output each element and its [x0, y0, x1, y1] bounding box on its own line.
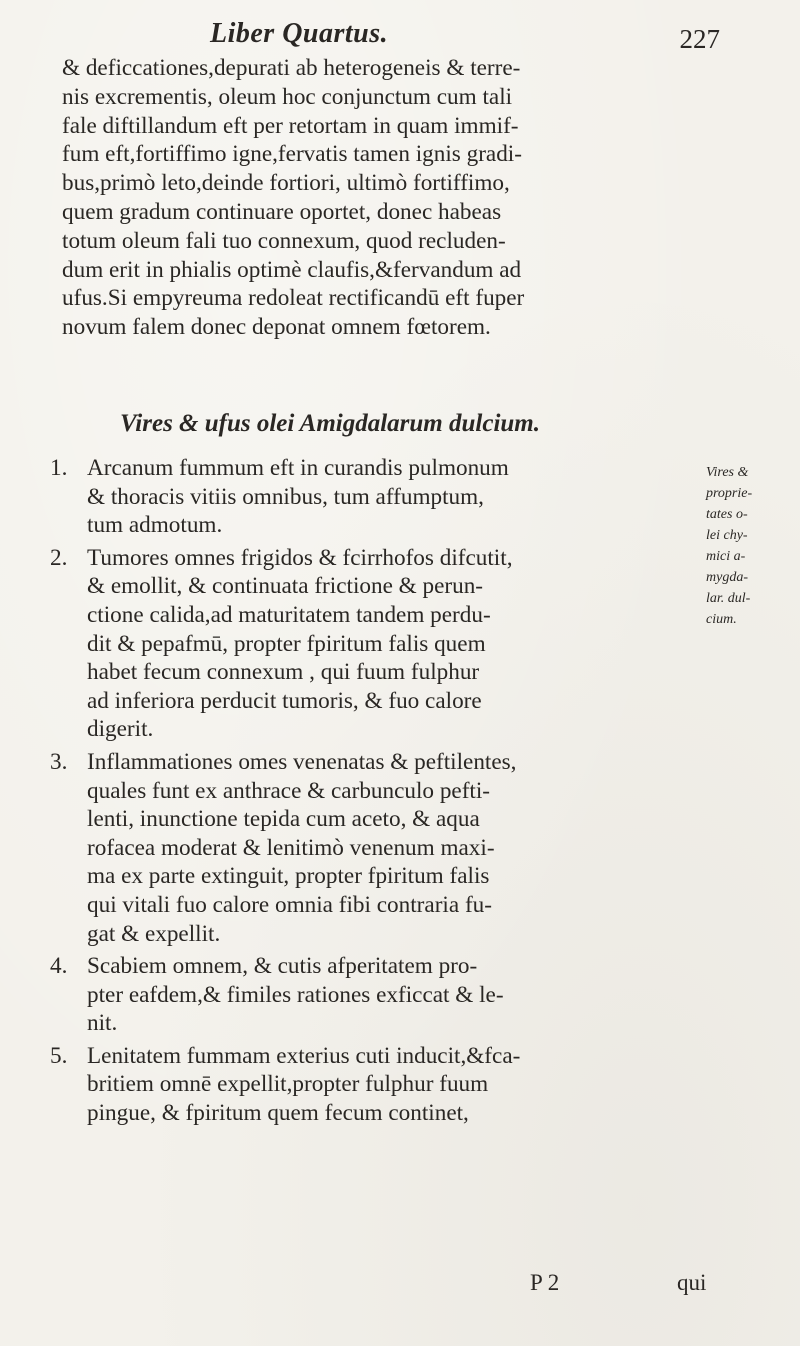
list-item: [50, 748, 700, 948]
margin-note-line: lei chy-: [706, 528, 748, 543]
text-line: nit.: [87, 1010, 118, 1037]
text-line: tum admotum.: [87, 512, 223, 539]
text-line: qui vitali fuo calore omnia fibi contraria fu-: [87, 891, 492, 918]
text-line: & deficcationes,depurati ab heterogeneis & terre-: [62, 55, 521, 81]
item-number: 1.: [50, 455, 68, 481]
catchword: qui: [677, 1270, 707, 1295]
item-number: 5.: [50, 1042, 68, 1069]
opening-paragraph: [62, 54, 702, 342]
list-item: [50, 544, 700, 744]
item-number: 2.: [50, 544, 68, 571]
text-line: rofacea moderat & lenitimò venenum maxi-: [87, 834, 495, 861]
margin-note-line: proprie-: [706, 486, 753, 501]
text-line: habet fecum connexum , qui fuum fulphur: [87, 659, 480, 686]
text-line: bus,primò leto,deinde fortiori, ultimò fortiffimo,: [62, 170, 510, 197]
text-line: quem gradum continuare oportet, donec habeas: [62, 198, 502, 225]
text-line: fale diftillandum eft per retortam in quam immif-: [62, 112, 519, 139]
running-title: Liber Quartus.: [210, 18, 389, 49]
text-line: pter eafdem,& fimiles rationes exficcat & le-: [87, 981, 504, 1008]
text-line: & emollit, & continuata frictione & perun-: [87, 573, 484, 600]
text-line: ad inferiora perducit tumoris, & fuo calore: [87, 687, 482, 714]
text-line: Scabiem omnem, & cutis afperitatem pro-: [87, 953, 478, 980]
item-number: 4.: [50, 953, 68, 980]
margin-note: [706, 462, 796, 630]
text-line: novum falem donec deponat omnem fœtorem.: [62, 314, 491, 341]
text-line: pingue, & fpiritum quem fecum continet,: [87, 1100, 469, 1127]
text-line: nis excrementis, oleum hoc conjunctum cum tali: [62, 83, 513, 110]
text-line: quales funt ex anthrace & carbunculo pefti-: [87, 777, 491, 804]
list-item: [50, 1042, 700, 1128]
item-number: 3.: [50, 748, 68, 775]
text-line: digerit.: [87, 716, 154, 743]
text-line: dum erit in phialis optimè claufis,&fervandum ad: [62, 256, 522, 283]
page-header: [60, 14, 720, 54]
text-line: ufus.Si empyreuma redoleat rectificandū eft fuper: [62, 285, 525, 312]
list-item: [50, 454, 700, 540]
text-line: fum eft,fortiffimo igne,fervatis tamen ignis gradi-: [62, 141, 522, 168]
margin-note-line: mici a-: [706, 549, 746, 564]
text-line: Lenitatem fummam exterius cuti inducit,&fca-: [87, 1042, 521, 1069]
text-line: Inflammationes omes venenatas & peftilentes,: [87, 748, 517, 775]
text-line: totum oleum fali tuo connexum, quod recluden-: [62, 227, 506, 254]
margin-note-line: tates o-: [706, 507, 748, 522]
margin-note-line: mygda-: [706, 570, 748, 585]
signature-mark: P 2: [530, 1270, 560, 1295]
text-line: britiem omnē expellit,propter fulphur fuum: [87, 1071, 489, 1098]
numbered-list: [50, 454, 700, 1132]
text-line: ctione calida,ad maturitatem tandem perdu-: [87, 601, 491, 628]
margin-note-line: Vires &: [706, 465, 749, 480]
page-footer: [0, 1270, 800, 1310]
margin-note-line: lar. dul-: [706, 591, 751, 606]
text-line: gat & expellit.: [87, 920, 221, 947]
section-heading: Vires & ufus olei Amigdalarum dulcium.: [120, 410, 540, 437]
text-line: Arcanum fummum eft in curandis pulmonum: [87, 455, 509, 481]
text-line: lenti, inunctione tepida cum aceto, & aqua: [87, 806, 480, 833]
text-line: ma ex parte extinguit, propter fpiritum falis: [87, 863, 490, 890]
margin-note-line: cium.: [706, 612, 737, 627]
text-line: dit & pepafmū, propter fpiritum falis quem: [87, 630, 486, 657]
text-line: Tumores omnes frigidos & fcirrhofos difcutit,: [87, 544, 513, 571]
list-item: [50, 952, 700, 1038]
text-line: & thoracis vitiis omnibus, tum affumptum,: [87, 483, 484, 510]
page-number: 227: [679, 24, 720, 54]
